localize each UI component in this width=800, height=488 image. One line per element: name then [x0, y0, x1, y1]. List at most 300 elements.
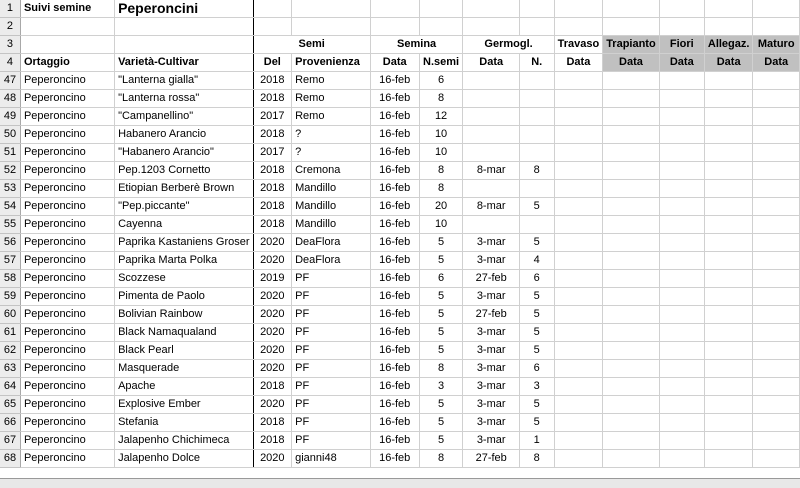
cell-germ-n[interactable]: 5	[519, 306, 554, 324]
cell[interactable]	[753, 216, 800, 234]
cell[interactable]	[554, 0, 603, 18]
cell-provenienza[interactable]: Remo	[292, 108, 371, 126]
cell[interactable]	[659, 396, 704, 414]
cell-germ-data[interactable]: 3-mar	[463, 396, 519, 414]
cell-provenienza[interactable]: Cremona	[292, 162, 371, 180]
cell[interactable]	[704, 252, 753, 270]
cell[interactable]	[292, 18, 371, 36]
cell[interactable]	[603, 198, 660, 216]
cell-ortaggio[interactable]: Peperoncino	[20, 360, 114, 378]
cell-semina-data[interactable]: 16-feb	[370, 270, 419, 288]
cell[interactable]	[704, 72, 753, 90]
row-header[interactable]: 2	[0, 18, 20, 36]
cell-varieta[interactable]: "Pep.piccante"	[115, 198, 253, 216]
cell-ortaggio[interactable]: Peperoncino	[20, 162, 114, 180]
cell-provenienza[interactable]: Mandillo	[292, 198, 371, 216]
cell[interactable]	[603, 180, 660, 198]
cell-varieta[interactable]: "Campanellino"	[115, 108, 253, 126]
cell[interactable]	[554, 234, 603, 252]
cell-germ-data[interactable]: 3-mar	[463, 432, 519, 450]
cell-semina-data[interactable]: 16-feb	[370, 360, 419, 378]
cell[interactable]	[753, 72, 800, 90]
cell[interactable]	[554, 18, 603, 36]
cell-provenienza[interactable]: ?	[292, 126, 371, 144]
cell[interactable]	[753, 396, 800, 414]
cell-title-label[interactable]: Suivi semine	[20, 0, 114, 18]
cell[interactable]	[659, 144, 704, 162]
header-varieta[interactable]: Varietà-Cultivar	[115, 54, 253, 72]
row-header[interactable]: 65	[0, 396, 20, 414]
cell-germ-data[interactable]: 27-feb	[463, 270, 519, 288]
cell[interactable]	[554, 162, 603, 180]
cell-del[interactable]: 2020	[253, 234, 292, 252]
cell-germ-data[interactable]: 3-mar	[463, 234, 519, 252]
cell[interactable]	[704, 288, 753, 306]
cell-varieta[interactable]: Stefania	[115, 414, 253, 432]
cell-germ-data[interactable]: 3-mar	[463, 324, 519, 342]
cell[interactable]	[603, 144, 660, 162]
cell-semina-data[interactable]: 16-feb	[370, 234, 419, 252]
cell[interactable]	[659, 162, 704, 180]
cell-varieta[interactable]: Apache	[115, 378, 253, 396]
cell-germ-data[interactable]: 3-mar	[463, 288, 519, 306]
cell-germ-n[interactable]	[519, 126, 554, 144]
cell-germ-n[interactable]: 5	[519, 342, 554, 360]
cell[interactable]	[603, 162, 660, 180]
cell-semina-data[interactable]: 16-feb	[370, 432, 419, 450]
cell[interactable]	[704, 90, 753, 108]
cell[interactable]	[753, 432, 800, 450]
cell[interactable]	[603, 342, 660, 360]
cell-provenienza[interactable]: gianni48	[292, 450, 371, 468]
cell-provenienza[interactable]: PF	[292, 342, 371, 360]
cell[interactable]	[704, 18, 753, 36]
cell-ortaggio[interactable]: Peperoncino	[20, 288, 114, 306]
cell[interactable]	[704, 162, 753, 180]
cell[interactable]	[554, 90, 603, 108]
cell-germ-data[interactable]: 3-mar	[463, 360, 519, 378]
cell-provenienza[interactable]: Mandillo	[292, 216, 371, 234]
cell-nsemi[interactable]: 6	[419, 72, 463, 90]
cell-semina-data[interactable]: 16-feb	[370, 216, 419, 234]
cell-del[interactable]: 2020	[253, 360, 292, 378]
cell[interactable]	[704, 396, 753, 414]
cell-germ-data[interactable]	[463, 108, 519, 126]
cell-varieta[interactable]: Paprika Kastaniens Groser	[115, 234, 253, 252]
cell[interactable]	[659, 450, 704, 468]
cell[interactable]	[463, 18, 519, 36]
cell[interactable]	[603, 414, 660, 432]
cell[interactable]	[659, 324, 704, 342]
cell-germ-n[interactable]	[519, 90, 554, 108]
row-header[interactable]: 61	[0, 324, 20, 342]
cell-germ-n[interactable]: 6	[519, 360, 554, 378]
cell-del[interactable]: 2018	[253, 414, 292, 432]
cell[interactable]	[704, 144, 753, 162]
cell-provenienza[interactable]: Remo	[292, 72, 371, 90]
cell-germ-n[interactable]: 5	[519, 414, 554, 432]
header-allegaz-data[interactable]: Data	[704, 54, 753, 72]
cell[interactable]	[603, 90, 660, 108]
cell[interactable]	[659, 90, 704, 108]
row-header[interactable]: 60	[0, 306, 20, 324]
cell[interactable]	[603, 432, 660, 450]
cell-ortaggio[interactable]: Peperoncino	[20, 108, 114, 126]
cell-provenienza[interactable]: PF	[292, 306, 371, 324]
cell-ortaggio[interactable]: Peperoncino	[20, 180, 114, 198]
cell-nsemi[interactable]: 8	[419, 360, 463, 378]
header-fiori-data[interactable]: Data	[659, 54, 704, 72]
cell[interactable]	[115, 18, 253, 36]
cell[interactable]	[704, 432, 753, 450]
cell-nsemi[interactable]: 5	[419, 324, 463, 342]
cell[interactable]	[659, 342, 704, 360]
cell[interactable]	[659, 378, 704, 396]
row-header[interactable]: 64	[0, 378, 20, 396]
cell-germ-n[interactable]: 3	[519, 378, 554, 396]
cell[interactable]	[554, 72, 603, 90]
cell[interactable]	[704, 450, 753, 468]
cell-germ-n[interactable]: 5	[519, 288, 554, 306]
cell[interactable]	[704, 360, 753, 378]
cell-semina-data[interactable]: 16-feb	[370, 180, 419, 198]
cell[interactable]	[659, 126, 704, 144]
cell[interactable]	[704, 270, 753, 288]
cell-del[interactable]: 2020	[253, 306, 292, 324]
cell-germ-data[interactable]	[463, 180, 519, 198]
header-semina-data[interactable]: Data	[370, 54, 419, 72]
row-header[interactable]: 66	[0, 414, 20, 432]
cell-semina-data[interactable]: 16-feb	[370, 324, 419, 342]
cell-provenienza[interactable]: ?	[292, 144, 371, 162]
cell[interactable]	[659, 108, 704, 126]
cell-germ-data[interactable]	[463, 72, 519, 90]
cell[interactable]	[554, 288, 603, 306]
cell[interactable]	[603, 360, 660, 378]
cell-varieta[interactable]: Black Pearl	[115, 342, 253, 360]
cell[interactable]	[253, 0, 292, 18]
cell-germ-data[interactable]: 3-mar	[463, 252, 519, 270]
cell-semina-data[interactable]: 16-feb	[370, 396, 419, 414]
cell[interactable]	[704, 198, 753, 216]
row-header[interactable]: 57	[0, 252, 20, 270]
cell-semina-data[interactable]: 16-feb	[370, 108, 419, 126]
cell[interactable]	[753, 252, 800, 270]
header-germ-n[interactable]: N.	[519, 54, 554, 72]
cell-ortaggio[interactable]: Peperoncino	[20, 198, 114, 216]
row-header[interactable]: 54	[0, 198, 20, 216]
cell-germ-data[interactable]: 3-mar	[463, 414, 519, 432]
cell[interactable]	[603, 234, 660, 252]
cell[interactable]	[659, 0, 704, 18]
cell[interactable]	[753, 108, 800, 126]
cell-varieta[interactable]: Explosive Ember	[115, 396, 253, 414]
row-header[interactable]: 48	[0, 90, 20, 108]
cell-del[interactable]: 2020	[253, 396, 292, 414]
header-maturo-data[interactable]: Data	[753, 54, 800, 72]
header-allegaz[interactable]: Allegaz.	[704, 36, 753, 54]
cell-del[interactable]: 2018	[253, 90, 292, 108]
cell-del[interactable]: 2018	[253, 378, 292, 396]
cell-provenienza[interactable]: DeaFlora	[292, 252, 371, 270]
cell-ortaggio[interactable]: Peperoncino	[20, 432, 114, 450]
cell[interactable]	[659, 180, 704, 198]
cell-germ-n[interactable]	[519, 72, 554, 90]
cell-varieta[interactable]: Cayenna	[115, 216, 253, 234]
cell-provenienza[interactable]: PF	[292, 360, 371, 378]
cell-del[interactable]: 2020	[253, 288, 292, 306]
cell-nsemi[interactable]: 5	[419, 342, 463, 360]
cell[interactable]	[753, 306, 800, 324]
cell[interactable]	[753, 414, 800, 432]
header-travaso-data[interactable]: Data	[554, 54, 603, 72]
cell-provenienza[interactable]: PF	[292, 396, 371, 414]
row-header[interactable]: 4	[0, 54, 20, 72]
cell-germ-data[interactable]: 8-mar	[463, 198, 519, 216]
cell[interactable]	[753, 18, 800, 36]
cell-ortaggio[interactable]: Peperoncino	[20, 72, 114, 90]
row-header[interactable]: 62	[0, 342, 20, 360]
row-header[interactable]: 58	[0, 270, 20, 288]
cell-germ-n[interactable]	[519, 180, 554, 198]
cell-semina-data[interactable]: 16-feb	[370, 144, 419, 162]
cell[interactable]	[603, 252, 660, 270]
cell-nsemi[interactable]: 8	[419, 180, 463, 198]
cell-nsemi[interactable]: 5	[419, 414, 463, 432]
cell-varieta[interactable]: Jalapenho Dolce	[115, 450, 253, 468]
row-header[interactable]: 50	[0, 126, 20, 144]
cell-ortaggio[interactable]: Peperoncino	[20, 216, 114, 234]
cell-varieta[interactable]: Habanero Arancio	[115, 126, 253, 144]
cell[interactable]	[554, 414, 603, 432]
cell-ortaggio[interactable]: Peperoncino	[20, 414, 114, 432]
cell-del[interactable]: 2017	[253, 108, 292, 126]
cell[interactable]	[554, 342, 603, 360]
cell[interactable]	[463, 0, 519, 18]
cell-semina-data[interactable]: 16-feb	[370, 342, 419, 360]
cell-varieta[interactable]: Pimenta de Paolo	[115, 288, 253, 306]
cell[interactable]	[753, 234, 800, 252]
cell-nsemi[interactable]: 20	[419, 198, 463, 216]
cell[interactable]	[419, 0, 463, 18]
cell-germ-n[interactable]: 5	[519, 324, 554, 342]
cell-germ-n[interactable]: 5	[519, 396, 554, 414]
cell[interactable]	[753, 270, 800, 288]
cell-semina-data[interactable]: 16-feb	[370, 72, 419, 90]
cell[interactable]	[253, 18, 292, 36]
cell[interactable]	[753, 288, 800, 306]
cell-del[interactable]: 2017	[253, 144, 292, 162]
cell-semina-data[interactable]: 16-feb	[370, 252, 419, 270]
cell-provenienza[interactable]: PF	[292, 378, 371, 396]
cell-semina-data[interactable]: 16-feb	[370, 90, 419, 108]
cell[interactable]	[603, 72, 660, 90]
cell-nsemi[interactable]: 5	[419, 432, 463, 450]
cell[interactable]	[603, 306, 660, 324]
cell[interactable]	[753, 0, 800, 18]
cell-semina-data[interactable]: 16-feb	[370, 198, 419, 216]
cell[interactable]	[753, 342, 800, 360]
cell[interactable]	[753, 162, 800, 180]
cell[interactable]	[603, 216, 660, 234]
cell-germ-data[interactable]	[463, 216, 519, 234]
cell[interactable]	[603, 378, 660, 396]
row-header[interactable]: 68	[0, 450, 20, 468]
row-header[interactable]: 59	[0, 288, 20, 306]
cell-nsemi[interactable]: 8	[419, 90, 463, 108]
cell[interactable]	[603, 450, 660, 468]
cell[interactable]	[704, 234, 753, 252]
cell-ortaggio[interactable]: Peperoncino	[20, 144, 114, 162]
cell-provenienza[interactable]: Mandillo	[292, 180, 371, 198]
cell-nsemi[interactable]: 10	[419, 216, 463, 234]
cell-germ-data[interactable]	[463, 90, 519, 108]
row-header[interactable]: 67	[0, 432, 20, 450]
cell-provenienza[interactable]: PF	[292, 288, 371, 306]
cell[interactable]	[753, 126, 800, 144]
cell-semina-data[interactable]: 16-feb	[370, 126, 419, 144]
cell[interactable]	[704, 306, 753, 324]
cell[interactable]	[554, 378, 603, 396]
row-header[interactable]: 56	[0, 234, 20, 252]
cell-del[interactable]: 2018	[253, 198, 292, 216]
cell-germ-n[interactable]: 8	[519, 450, 554, 468]
cell[interactable]	[519, 0, 554, 18]
cell-germ-n[interactable]: 8	[519, 162, 554, 180]
cell[interactable]	[292, 0, 371, 18]
cell-germ-data[interactable]: 27-feb	[463, 450, 519, 468]
cell[interactable]	[554, 126, 603, 144]
header-trapianto[interactable]: Trapianto	[603, 36, 660, 54]
cell[interactable]	[554, 432, 603, 450]
cell[interactable]	[554, 450, 603, 468]
cell-germ-n[interactable]: 5	[519, 234, 554, 252]
cell[interactable]	[603, 108, 660, 126]
cell-del[interactable]: 2018	[253, 432, 292, 450]
cell-semina-data[interactable]: 16-feb	[370, 414, 419, 432]
cell-del[interactable]: 2018	[253, 216, 292, 234]
header-maturo[interactable]: Maturo	[753, 36, 800, 54]
cell[interactable]	[659, 288, 704, 306]
cell[interactable]	[659, 72, 704, 90]
cell[interactable]	[519, 18, 554, 36]
cell-ortaggio[interactable]: Peperoncino	[20, 450, 114, 468]
cell-varieta[interactable]: Black Namaqualand	[115, 324, 253, 342]
cell-del[interactable]: 2018	[253, 180, 292, 198]
cell-del[interactable]: 2019	[253, 270, 292, 288]
cell-ortaggio[interactable]: Peperoncino	[20, 234, 114, 252]
cell-semina-data[interactable]: 16-feb	[370, 162, 419, 180]
cell-nsemi[interactable]: 12	[419, 108, 463, 126]
cell-germ-data[interactable]	[463, 126, 519, 144]
cell-del[interactable]: 2018	[253, 72, 292, 90]
cell-varieta[interactable]: Jalapenho Chichimeca	[115, 432, 253, 450]
cell[interactable]	[704, 324, 753, 342]
cell-nsemi[interactable]: 5	[419, 396, 463, 414]
cell-nsemi[interactable]: 5	[419, 306, 463, 324]
cell[interactable]	[659, 360, 704, 378]
header-semina[interactable]: Semina	[370, 36, 463, 54]
cell-nsemi[interactable]: 10	[419, 144, 463, 162]
cell[interactable]	[603, 324, 660, 342]
cell[interactable]	[753, 180, 800, 198]
row-header[interactable]: 63	[0, 360, 20, 378]
cell[interactable]	[753, 378, 800, 396]
cell[interactable]	[370, 0, 419, 18]
cell-ortaggio[interactable]: Peperoncino	[20, 342, 114, 360]
cell[interactable]	[659, 414, 704, 432]
header-provenienza[interactable]: Provenienza	[292, 54, 371, 72]
cell-germ-n[interactable]: 5	[519, 198, 554, 216]
cell[interactable]	[603, 126, 660, 144]
cell[interactable]	[659, 270, 704, 288]
header-del[interactable]: Del	[253, 54, 292, 72]
cell-del[interactable]: 2020	[253, 252, 292, 270]
cell[interactable]	[704, 342, 753, 360]
cell-del[interactable]: 2020	[253, 450, 292, 468]
cell-semina-data[interactable]: 16-feb	[370, 450, 419, 468]
cell[interactable]	[753, 198, 800, 216]
cell-germ-data[interactable]	[463, 144, 519, 162]
cell-germ-data[interactable]: 27-feb	[463, 306, 519, 324]
cell[interactable]	[603, 0, 660, 18]
cell[interactable]	[20, 18, 114, 36]
cell[interactable]	[659, 306, 704, 324]
cell[interactable]	[659, 216, 704, 234]
cell[interactable]	[704, 126, 753, 144]
row-header[interactable]: 1	[0, 0, 20, 18]
cell-nsemi[interactable]: 3	[419, 378, 463, 396]
cell-varieta[interactable]: Bolivian Rainbow	[115, 306, 253, 324]
cell-nsemi[interactable]: 5	[419, 234, 463, 252]
cell-ortaggio[interactable]: Peperoncino	[20, 396, 114, 414]
cell[interactable]	[554, 108, 603, 126]
cell[interactable]	[603, 270, 660, 288]
cell-nsemi[interactable]: 8	[419, 162, 463, 180]
cell[interactable]	[603, 288, 660, 306]
header-nsemi[interactable]: N.semi	[419, 54, 463, 72]
cell[interactable]	[704, 378, 753, 396]
cell[interactable]	[753, 360, 800, 378]
cell[interactable]	[603, 18, 660, 36]
cell[interactable]	[20, 36, 114, 54]
cell[interactable]	[704, 0, 753, 18]
cell-semina-data[interactable]: 16-feb	[370, 306, 419, 324]
cell-varieta[interactable]: Paprika Marta Polka	[115, 252, 253, 270]
cell[interactable]	[554, 270, 603, 288]
cell[interactable]	[753, 144, 800, 162]
cell-nsemi[interactable]: 5	[419, 252, 463, 270]
cell-germ-n[interactable]: 6	[519, 270, 554, 288]
cell[interactable]	[704, 216, 753, 234]
cell[interactable]	[370, 18, 419, 36]
row-header[interactable]: 51	[0, 144, 20, 162]
row-header[interactable]: 47	[0, 72, 20, 90]
cell-nsemi[interactable]: 5	[419, 288, 463, 306]
cell-ortaggio[interactable]: Peperoncino	[20, 306, 114, 324]
cell-provenienza[interactable]: Remo	[292, 90, 371, 108]
header-trapianto-data[interactable]: Data	[603, 54, 660, 72]
cell-germ-n[interactable]	[519, 108, 554, 126]
cell-del[interactable]: 2020	[253, 324, 292, 342]
cell-ortaggio[interactable]: Peperoncino	[20, 126, 114, 144]
cell[interactable]	[554, 144, 603, 162]
cell[interactable]	[115, 36, 253, 54]
cell-provenienza[interactable]: PF	[292, 432, 371, 450]
cell[interactable]	[659, 18, 704, 36]
cell-semina-data[interactable]: 16-feb	[370, 378, 419, 396]
cell-nsemi[interactable]: 10	[419, 126, 463, 144]
